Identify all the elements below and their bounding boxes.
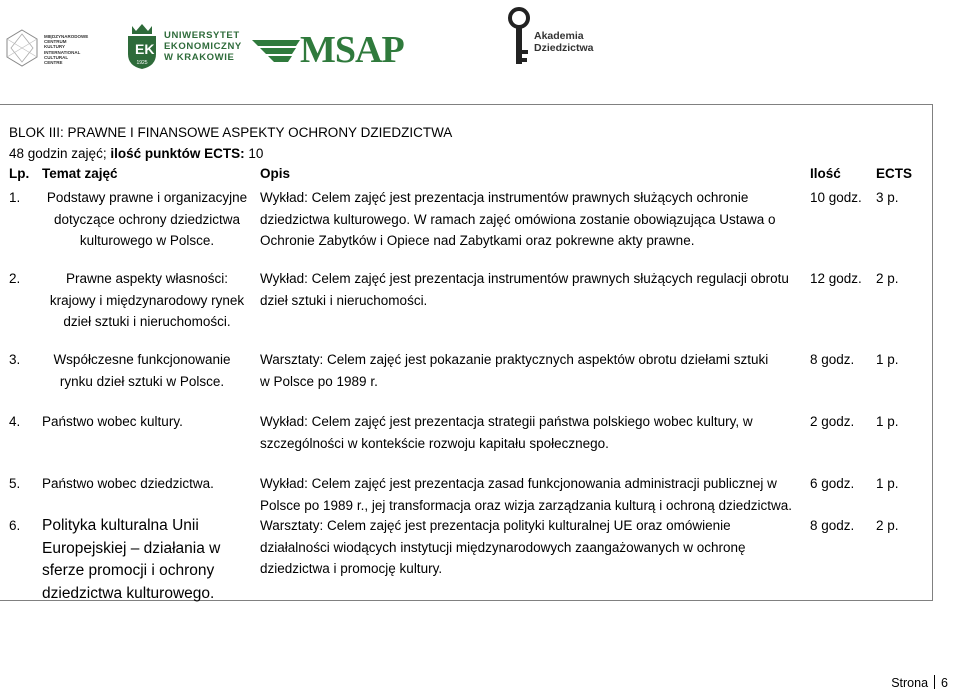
row-4-ects: 1 p. [876, 414, 899, 429]
uek-logo-text: UNIWERSYTET EKONOMICZNY W KRAKOWIE [164, 30, 242, 63]
row-3-description: Warsztaty: Celem zajęć jest pokazanie praktycznych aspektów obrotu dziełami sztuki w Polsce po 1989 r. [260, 352, 769, 389]
page-footer [891, 675, 948, 690]
row-2-ects: 2 p. [876, 271, 899, 286]
row-6-number: 6. [9, 518, 21, 533]
akademia-dziedzictwa-text: Akademia Dziedzictwa [534, 30, 594, 54]
header-ects: ECTS [876, 166, 913, 181]
row-2-number: 2. [9, 271, 21, 286]
row-4-hours: 2 godz. [810, 414, 855, 429]
msap-wing-icon [252, 30, 302, 70]
svg-text:EK: EK [135, 41, 155, 57]
key-icon [506, 6, 534, 68]
mck-emblem-icon [4, 28, 40, 68]
mck-logo [4, 28, 94, 68]
row-5-ects: 1 p. [876, 476, 899, 491]
msap-logo [252, 30, 402, 70]
uek-badge-year: 1925 [136, 60, 148, 66]
akademia-dziedzictwa-logo [506, 6, 616, 68]
page-number: 6 [941, 676, 948, 690]
row-2-hours: 12 godz. [810, 271, 862, 286]
mck-logo-text: MIĘDZYNARODOWE CENTRUM KULTURY INTERNATIONAL CULTURAL CENTRE [44, 34, 89, 66]
row-5-description: Wykład: Celem zajęć jest prezentacja zasad funkcjonowania administracji publicznej w Polsce po 1989 r., jej transformacja oraz wizja zarządzania kulturą i ochroną dziedzictwa. [260, 476, 793, 513]
uek-logo [124, 22, 242, 70]
row-1-description: Wykład: Celem zajęć jest prezentacja instrumentów prawnych służących ochronie dziedzictwa kulturowego. W ramach zajęć omówiona zostanie obowiązująca Ustawa o Ochronie Zabytków i Opiece nad Zabytkami oraz pokrewne akty prawne. [260, 190, 776, 248]
header-description: Opis [260, 166, 291, 181]
msap-logo-text: MSAP [300, 29, 404, 71]
row-6-description: Warsztaty: Celem zajęć jest prezentacja polityki kulturalnej UE oraz omówienie działalności wiodących instytucji międzynarodowych zaangażowanych w ochronę dziedzictwa i promocję kultury. [260, 518, 746, 576]
header-hours: Ilość [810, 166, 841, 181]
uek-crest-icon [124, 22, 160, 70]
row-4-number: 4. [9, 414, 21, 429]
row-5-topic: Państwo wobec dziedzictwa. [42, 476, 214, 491]
row-4-topic: Państwo wobec kultury. [42, 414, 183, 429]
row-1-hours: 10 godz. [810, 190, 862, 205]
row-2-description: Wykład: Celem zajęć jest prezentacja instrumentów prawnych służących regulacji obrotu dzieł sztuki i nieruchomości. [260, 271, 789, 308]
row-1-topic: Podstawy prawne i organizacyjne dotyczące ochrony dziedzictwa kulturowego w Polsce. [46, 190, 248, 248]
row-5-hours: 6 godz. [810, 476, 855, 491]
row-4-description: Wykład: Celem zajęć jest prezentacja strategii państwa polskiego wobec kultury, w szczególności w kontekście rozwoju kapitału społecznego. [260, 414, 753, 451]
page-label: Strona [891, 676, 929, 690]
header-topic: Temat zajęć [42, 166, 118, 181]
row-5-number: 5. [9, 476, 21, 491]
row-6-ects: 2 p. [876, 518, 899, 533]
row-3-number: 3. [9, 352, 21, 367]
row-6-topic: Polityka kulturalna Unii Europejskiej – działania w sferze promocji i ochrony dziedzictwa kulturowego. [42, 517, 221, 602]
header-lp: Lp. [9, 166, 30, 181]
row-1-ects: 3 p. [876, 190, 899, 205]
row-6-hours: 8 godz. [810, 518, 855, 533]
row-2-topic: Prawne aspekty własności: krajowy i międzynarodowy rynek dzieł sztuki i nieruchomości. [49, 271, 245, 329]
row-3-topic: Współczesne funkcjonowanie rynku dzieł sztuki w Polsce. [53, 352, 231, 389]
row-1-number: 1. [9, 190, 21, 205]
row-3-hours: 8 godz. [810, 352, 855, 367]
row-3-ects: 1 p. [876, 352, 899, 367]
footer-separator [934, 675, 935, 689]
block-hours-ects: 48 godzin zajęć; ilość punktów ECTS: 10 [9, 146, 264, 161]
block-title: BLOK III: PRAWNE I FINANSOWE ASPEKTY OCHRONY DZIEDZICTWA [9, 125, 453, 140]
